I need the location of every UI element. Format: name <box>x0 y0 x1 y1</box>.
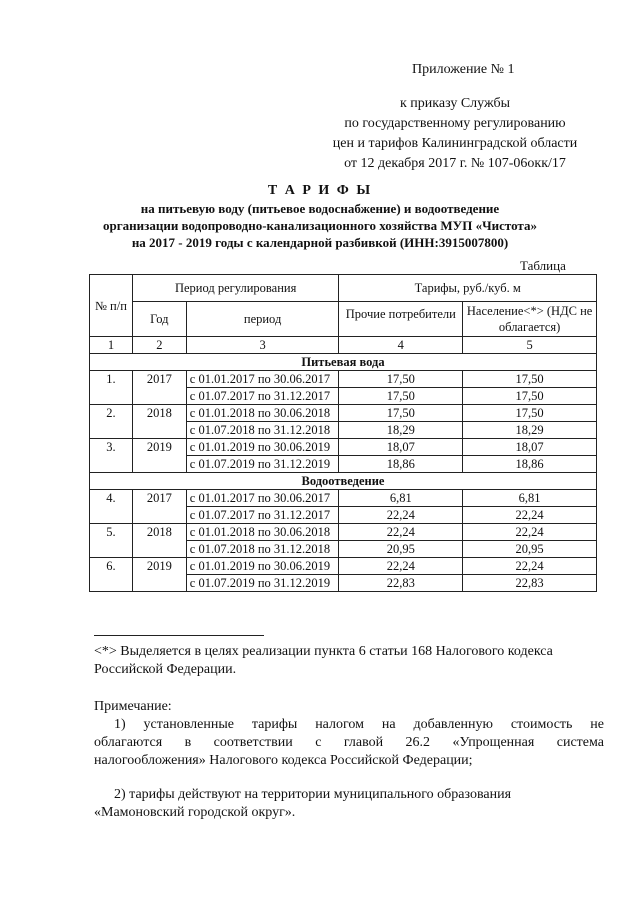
col-number: 5 <box>463 337 597 354</box>
row-other-tariff: 17,50 <box>339 405 463 422</box>
table-row <box>90 405 597 422</box>
row-population-tariff: 18,07 <box>463 439 597 456</box>
row-other-tariff: 6,81 <box>339 490 463 507</box>
row-population-tariff: 18,29 <box>463 422 597 439</box>
note-title: Примечание: <box>94 699 172 714</box>
footnote-divider <box>94 635 264 636</box>
document-subtitle <box>0 200 640 251</box>
section-title: Водоотведение <box>90 473 597 490</box>
col-number: 2 <box>132 337 186 354</box>
document-title: Т А Р И Ф Ы <box>267 183 373 198</box>
row-period: с 01.07.2019 по 31.12.2019 <box>186 575 339 592</box>
note-line: 1) установленные тарифы налогом на добавленную стоимость не <box>114 717 604 732</box>
table-row <box>90 490 597 507</box>
row-other-tariff: 22,24 <box>339 507 463 524</box>
row-other-tariff: 18,86 <box>339 456 463 473</box>
table-row <box>90 439 597 456</box>
section-title: Питьевая вода <box>90 354 597 371</box>
row-period: с 01.01.2017 по 30.06.2017 <box>186 490 339 507</box>
footnote-line: Российской Федерации. <box>94 662 237 677</box>
header-population: Население<*> (НДС не облагается) <box>463 302 597 337</box>
row-year: 2018 <box>132 524 186 558</box>
table-row <box>90 524 597 541</box>
col-number: 3 <box>186 337 339 354</box>
column-number-row <box>90 337 597 354</box>
row-population-tariff: 22,83 <box>463 575 597 592</box>
subtitle-line: на питьевую воду (питьевое водоснабжение) и водоотведение <box>140 201 500 216</box>
col-number: 4 <box>339 337 463 354</box>
row-population-tariff: 22,24 <box>463 524 597 541</box>
row-year: 2018 <box>132 405 186 439</box>
appendix-block <box>320 94 590 174</box>
row-period: с 01.07.2017 по 31.12.2017 <box>186 388 339 405</box>
note-line: 2) тарифы действуют на территории муниципального образования <box>114 787 512 802</box>
subtitle-line: организации водопроводно-канализационного хозяйства МУП «Чистота» <box>103 218 537 233</box>
row-year: 2017 <box>132 490 186 524</box>
row-population-tariff: 20,95 <box>463 541 597 558</box>
row-number: 2. <box>90 405 133 439</box>
row-period: с 01.01.2019 по 30.06.2019 <box>186 558 339 575</box>
row-year: 2017 <box>132 371 186 405</box>
row-other-tariff: 20,95 <box>339 541 463 558</box>
row-population-tariff: 6,81 <box>463 490 597 507</box>
table-subheader-row <box>90 302 597 337</box>
row-number: 5. <box>90 524 133 558</box>
row-other-tariff: 22,24 <box>339 558 463 575</box>
tariff-table <box>89 274 597 592</box>
row-other-tariff: 18,29 <box>339 422 463 439</box>
section-row <box>90 354 597 371</box>
appendix-line: к приказу Службы <box>400 96 510 111</box>
row-period: с 01.07.2018 по 31.12.2018 <box>186 422 339 439</box>
row-other-tariff: 22,24 <box>339 524 463 541</box>
row-population-tariff: 22,24 <box>463 558 597 575</box>
row-population-tariff: 17,50 <box>463 405 597 422</box>
footnote <box>94 643 604 679</box>
note-item-1 <box>94 716 604 770</box>
header-period: период <box>186 302 339 337</box>
appendix-line: цен и тарифов Калининградской области <box>332 136 578 151</box>
header-num: № п/п <box>90 275 133 337</box>
row-number: 4. <box>90 490 133 524</box>
table-caption: Таблица <box>520 258 566 273</box>
note-item-2 <box>94 786 604 822</box>
subtitle-line: на 2017 - 2019 годы с календарной разбивкой (ИНН:3915007800) <box>131 235 509 250</box>
header-period-group: Период регулирования <box>132 275 339 302</box>
appendix-line: от 12 декабря 2017 г. № 107-06окк/17 <box>344 156 566 171</box>
row-population-tariff: 17,50 <box>463 388 597 405</box>
section-row <box>90 473 597 490</box>
row-number: 6. <box>90 558 133 592</box>
row-number: 1. <box>90 371 133 405</box>
row-period: с 01.07.2017 по 31.12.2017 <box>186 507 339 524</box>
note-line: налогообложения» Налогового кодекса Российской Федерации; <box>94 753 473 768</box>
row-period: с 01.01.2018 по 30.06.2018 <box>186 405 339 422</box>
row-year: 2019 <box>132 439 186 473</box>
row-other-tariff: 17,50 <box>339 388 463 405</box>
header-tariff-group: Тарифы, руб./куб. м <box>339 275 597 302</box>
footnote-line: <*> Выделяется в целях реализации пункта 6 статьи 168 Налогового кодекса <box>94 644 553 659</box>
row-population-tariff: 22,24 <box>463 507 597 524</box>
note-line: «Мамоновский городской округ». <box>94 805 296 820</box>
row-period: с 01.01.2017 по 30.06.2017 <box>186 371 339 388</box>
row-period: с 01.07.2019 по 31.12.2019 <box>186 456 339 473</box>
row-year: 2019 <box>132 558 186 592</box>
row-population-tariff: 18,86 <box>463 456 597 473</box>
row-other-tariff: 22,83 <box>339 575 463 592</box>
row-period: с 01.01.2019 по 30.06.2019 <box>186 439 339 456</box>
appendix-line: по государственному регулированию <box>344 116 566 131</box>
col-number: 1 <box>90 337 133 354</box>
row-other-tariff: 17,50 <box>339 371 463 388</box>
appendix-title: Приложение № 1 <box>412 62 515 77</box>
table-header-row <box>90 275 597 302</box>
row-period: с 01.07.2018 по 31.12.2018 <box>186 541 339 558</box>
row-population-tariff: 17,50 <box>463 371 597 388</box>
table-row <box>90 558 597 575</box>
row-period: с 01.01.2018 по 30.06.2018 <box>186 524 339 541</box>
row-number: 3. <box>90 439 133 473</box>
table-row <box>90 371 597 388</box>
header-other-consumers: Прочие потребители <box>339 302 463 337</box>
header-year: Год <box>132 302 186 337</box>
row-other-tariff: 18,07 <box>339 439 463 456</box>
note-line: облагаются в соответствии с главой 26.2 «Упрощенная система <box>94 735 604 750</box>
